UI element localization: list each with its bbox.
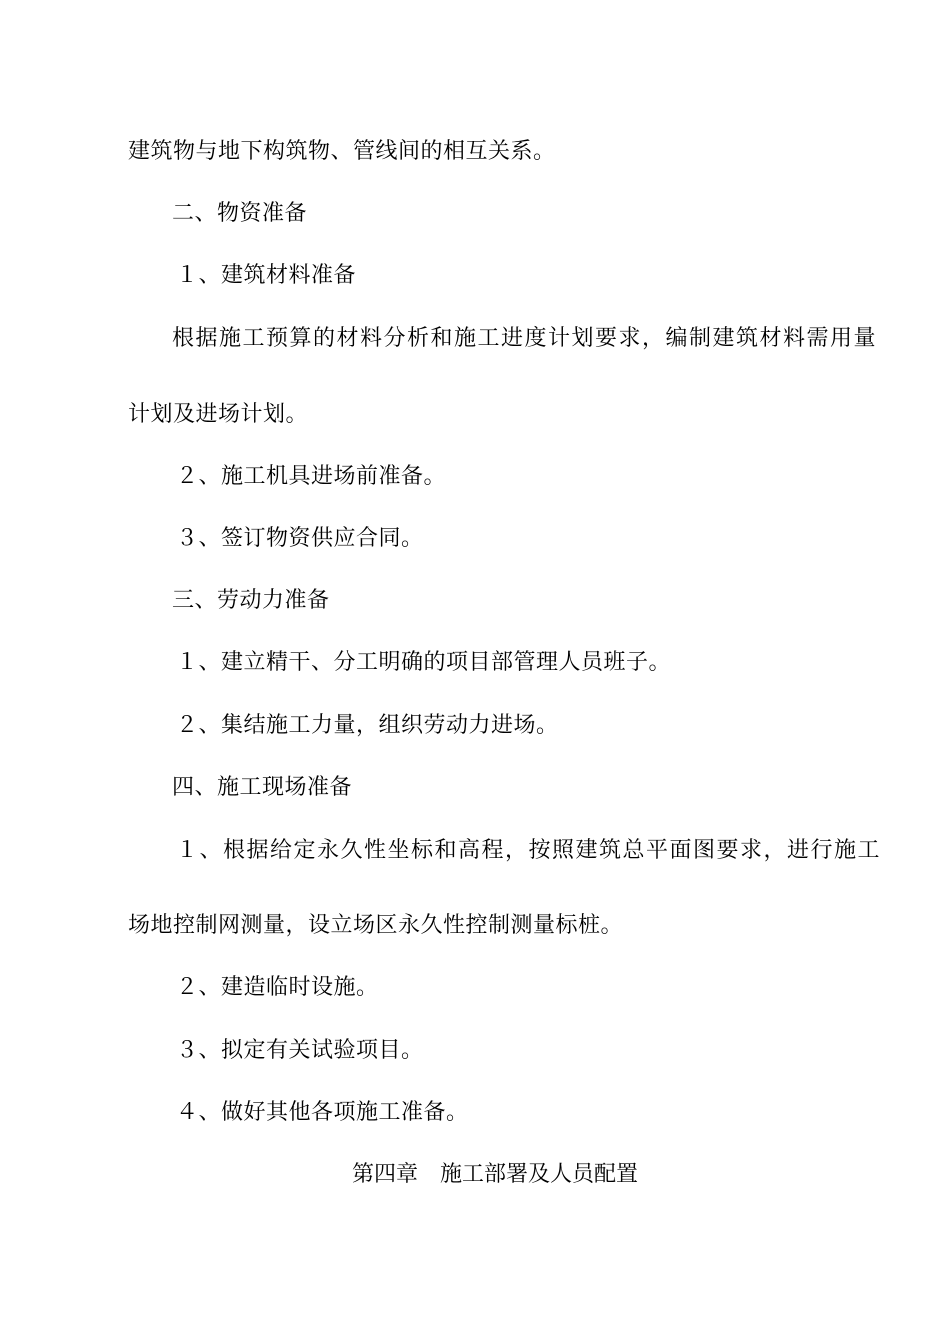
section-heading-materials: 二、物资准备 bbox=[172, 201, 308, 226]
paragraph-continuation: 计划及进场计划。 bbox=[128, 402, 309, 427]
list-item: ３、拟定有关试验项目。 bbox=[176, 1038, 424, 1063]
list-item: ２、建造临时设施。 bbox=[176, 975, 379, 1000]
paragraph-continuation: 场地控制网测量，设立场区永久性控制测量标桩。 bbox=[128, 913, 624, 938]
list-item: ３、签订物资供应合同。 bbox=[176, 526, 424, 551]
list-item: ２、施工机具进场前准备。 bbox=[176, 464, 447, 489]
list-item: ２、集结施工力量，组织劳动力进场。 bbox=[176, 713, 559, 738]
list-item: ４、做好其他各项施工准备。 bbox=[176, 1100, 469, 1125]
list-item: １、建筑材料准备 bbox=[176, 263, 357, 288]
list-item: １、建立精干、分工明确的项目部管理人员班子。 bbox=[176, 650, 672, 675]
chapter-title: 第四章 施工部署及人员配置 bbox=[351, 1162, 638, 1187]
paragraph-continuation: 建筑物与地下构筑物、管线间的相互关系。 bbox=[128, 139, 556, 164]
paragraph: 根据施工预算的材料分析和施工进度计划要求，编制建筑材料需用量 bbox=[172, 326, 878, 351]
section-heading-site: 四、施工现场准备 bbox=[172, 775, 353, 800]
section-heading-labor: 三、劳动力准备 bbox=[172, 588, 330, 613]
list-item: １、根据给定永久性坐标和高程，按照建筑总平面图要求，进行施工 bbox=[176, 838, 882, 863]
